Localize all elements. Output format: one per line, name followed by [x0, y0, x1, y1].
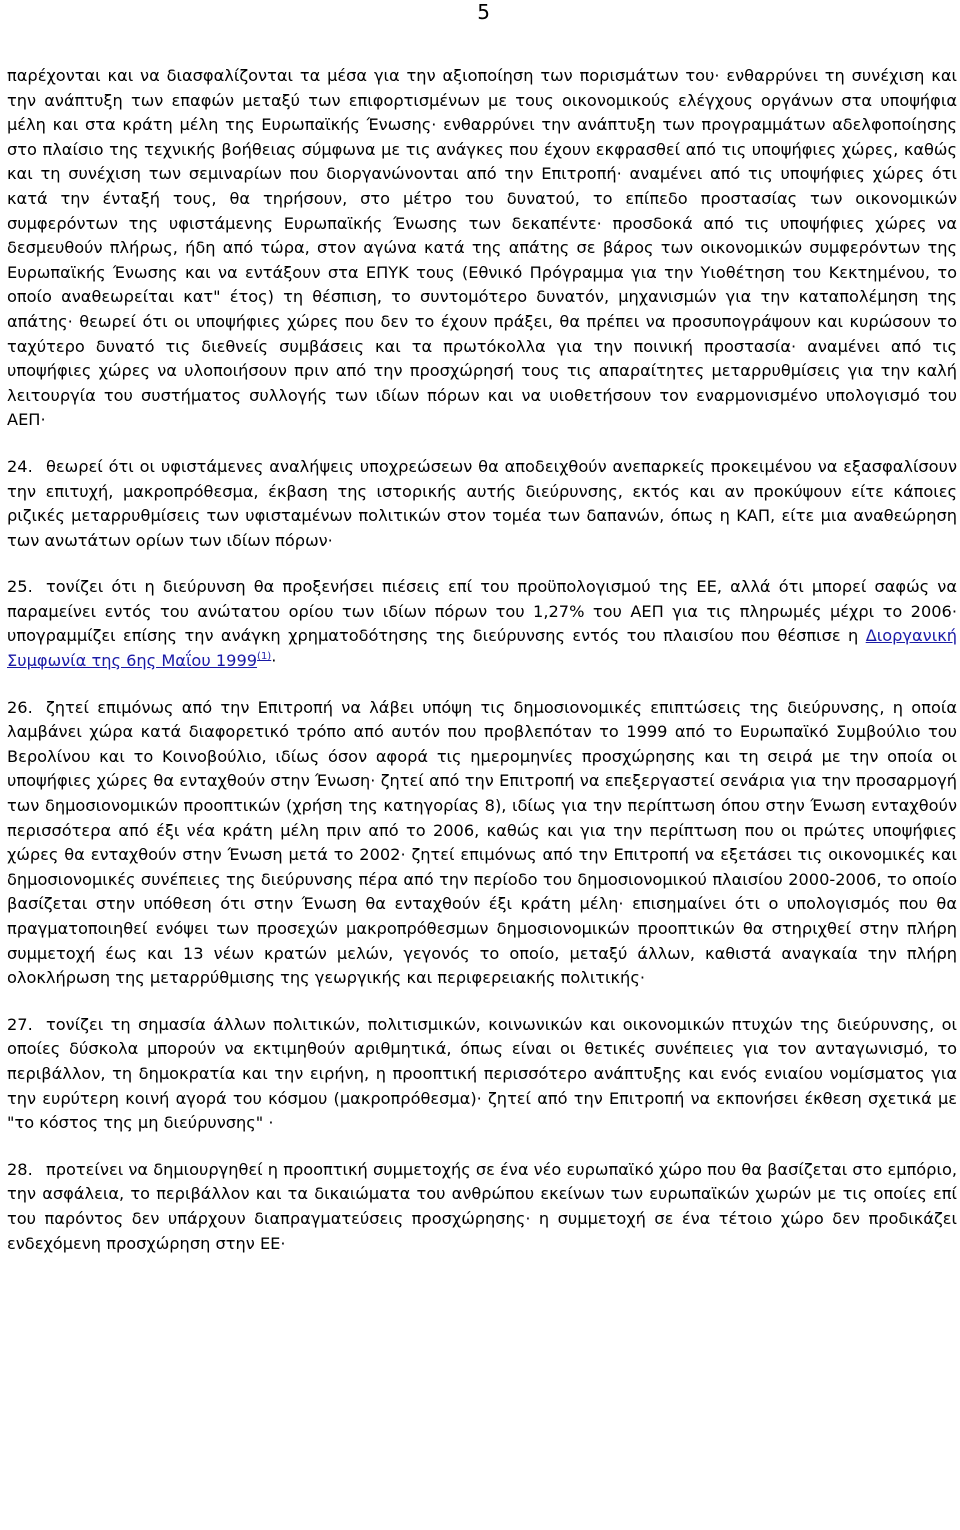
paragraph-text: παρέχονται και να διασφαλίζονται τα μέσα για την αξιοποίηση των πορισμάτων του· ενθαρρύνει τη συνέχιση και την ανάπτυξη των επαφών μεταξύ των επιφορτισμένων με τους οικονομικούς ελέγχους οργάνων στα υποψήφια μέλη και στα κράτη μέλη της Ευρωπαϊκής Ένωσης· ενθαρρύνει την ανάπτυξη των προγραμμάτων αδελφοποίησης στο πλαίσιο της τεχνικής βοήθειας σύμφωνα με τις ανάγκες που έχουν εκφρασθεί από τις υποψήφιες χώρες, καθώς και τη συνέχιση των σεμιναρίων που διοργανώνονται από την Επιτροπή· αναμένει από τις υποψήφιες χώρες ότι κατά την ένταξή τους, θα τηρήσουν, στο μέτρο του δυνατού, το επίπεδο προστασίας των οικονομικών συμφερόντων της υφιστάμενης Ευρωπαϊκής Ένωσης των δεκαπέντε· προσδοκά από τις υποψήφιες χώρες να δεσμευθούν πλήρως, ήδη από τώρα, στον αγώνα κατά της απάτης σε βάρος των οικονομικών συμφερόντων της Ευρωπαϊκής Ένωσης και να εντάξουν στα ΕΠΥΚ τους (Εθνικό Πρόγραμμα για την Υιοθέτηση του Κεκτημένου, το οποίο αναθεωρείται κατ" έτος) τη θέσπιση, το συντομότερο δυνατόν, μηχανισμών για την καταπολέμηση της απάτης· θεωρεί ότι οι υποψήφιες χώρες που δεν το έχουν πράξει, θα πρέπει να προσυπογράψουν και κυρώσουν το ταχύτερο δυνατό τις διεθνείς συμβάσεις και τα πρωτόκολλα για την ποινική προστασία· αναμένει από τις υποψήφιες χώρες να υλοποιήσουν πριν από την προσχώρησή τους τις απαραίτητες μεταρρυθμίσεις για την καλή λειτουργία του συστήματος συλλογής των ιδίων πόρων και να υιοθετήσουν τον εναρμονισμένο υπολογισμό του ΑΕΠ· — [7, 66, 957, 430]
paragraph-number: 28. — [7, 1159, 33, 1179]
paragraph-text: τονίζει τη σημασία άλλων πολιτικών, πολιτισμικών, κοινωνικών και οικονομικών πτυχών της διεύρυνσης, οι οποίες δύσκολα μπορούν να εκτιμηθούν αριθμητικά, όπως είναι οι θετικές συνέπειες για τον ανταγωνισμό, το περιβάλλον, τη δημοκρατία και την ειρήνη, η προοπτική περισσότερο ανάπτυξης και ενός ενιαίου νομίσματος για την ευρύτερη κοινή αγορά του κόσμου (μακροπρόθεσμα)· ζητεί από την Επιτροπή να εκπονήσει έκθεση σχετικά με "το κόστος της μη διεύρυνσης" · — [7, 1014, 957, 1133]
paragraph-text: τονίζει ότι η διεύρυνση θα προξενήσει πιέσεις επί του προϋπολογισμού της ΕΕ, αλλά ότι μπορεί σαφώς να παραμείνει εντός του ανώτατου ορίου των ιδίων πόρων του 1,27% του ΑΕΠ για τις πληρωμές μέχρι το 2006· υπογραμμίζει επίσης την ανάγκη χρηματοδότησης της διεύρυνσης εντός του πλαισίου που θέσπισε η — [7, 577, 957, 646]
paragraph-24 — [7, 455, 957, 553]
paragraph-text: θεωρεί ότι οι υφιστάμενες αναλήψεις υποχρεώσεων θα αποδειχθούν ανεπαρκείς προκειμένου να εξασφαλίσουν την επιτυχή, μακροπρόθεσμα, έκβαση της ιστορικής αυτής διεύρυνσης, εκτός και αν προκύψουν είτε κάποιες ριζικές μεταρρυθμίσεις των υφισταμένων πολιτικών στον τομέα των δαπανών, όπως η ΚΑΠ, είτε μια αναθεώρηση των ανωτάτων ορίων των ιδίων πόρων· — [7, 456, 957, 550]
page-number: 5 — [477, 0, 490, 24]
paragraph-number: 24. — [7, 456, 33, 476]
paragraph-text: προτείνει να δημιουργηθεί η προοπτική συμμετοχής σε ένα νέο ευρωπαϊκό χώρο που θα βασίζεται στο εμπόριο, την ασφάλεια, το περιβάλλον και τα δικαιώματα του ανθρώπου εκείνων των ευρωπαϊκών χωρών με τις οποίες επί του παρόντος δεν υπάρχουν διαπραγματεύσεις προσχώρησης· η συμμετοχή σε ένα τέτοιο χώρο δεν προδικάζει ενδεχόμενη προσχώρηση στην ΕΕ· — [7, 1159, 957, 1253]
paragraph-26 — [7, 696, 957, 991]
paragraph-28 — [7, 1158, 957, 1256]
paragraph-25 — [7, 575, 957, 673]
paragraph-number: 26. — [7, 697, 33, 717]
paragraph-text-end: · — [271, 651, 277, 671]
paragraph-text: ζητεί επιμόνως από την Επιτροπή να λάβει υπόψη τις δημοσιονομικές επιπτώσεις της διεύρυνσης, η οποία λαμβάνει χώρα κατά διαφορετικό τρόπο από αυτόν που προβλεπόταν το 1999 από το Ευρωπαϊκό Συμβούλιο του Βερολίνου και το Κοινοβούλιο, ιδίως όσον αφορά τις ημερομηνίες προσχώρησης και τη σειρά με την οποία οι υποψήφιες χώρες θα ενταχθούν στην Ένωση· ζητεί από την Επιτροπή να επεξεργαστεί σενάρια για την προσαρμογή των δημοσιονομικών προοπτικών (χρήση της κατηγορίας 8), ιδίως για την περίπτωση όπου στην Ένωση ενταχθούν περισσότερα από έξι νέα κράτη μέλη πριν από το 2006, καθώς και για την περίπτωση που οι πρώτες υποψήφιες χώρες θα ενταχθούν στην Ένωση μετά το 2002· ζητεί επιμόνως από την Επιτροπή να εξετάσει τις οικονομικές και δημοσιονομικές συνέπειες της διεύρυνσης πέρα από την περίοδο του δημοσιονομικού πλαισίου 2000-2006, το οποίο βασίζεται στην υπόθεση ότι στην Ένωση θα ενταχθούν έξι κράτη μέλη· επισημαίνει ότι ο υπολογισμός που θα πραγματοποιηθεί ενόψει των προσεχών μακροπρόθεσμων δημοσιονομικών προοπτικών θα στηριχθεί στην πλήρη συμμετοχή έως και 13 νέων κρατών μελών, γεγονός το οποίο, μεταξύ άλλων, καθιστά αναγκαία την πλήρη ολοκλήρωση της μεταρρύθμισης της γεωργικής και περιφερειακής πολιτικής· — [7, 697, 957, 988]
interinstitutional-agreement-link[interactable]: Διοργανική Συμφωνία της 6ης Μαΐου 1999 — [7, 626, 957, 671]
paragraph-continued — [7, 64, 957, 433]
paragraph-number: 27. — [7, 1014, 33, 1034]
paragraph-number: 25. — [7, 577, 33, 597]
document-body — [7, 64, 957, 1256]
footnote-link[interactable]: (1) — [257, 651, 272, 663]
paragraph-27 — [7, 1013, 957, 1136]
